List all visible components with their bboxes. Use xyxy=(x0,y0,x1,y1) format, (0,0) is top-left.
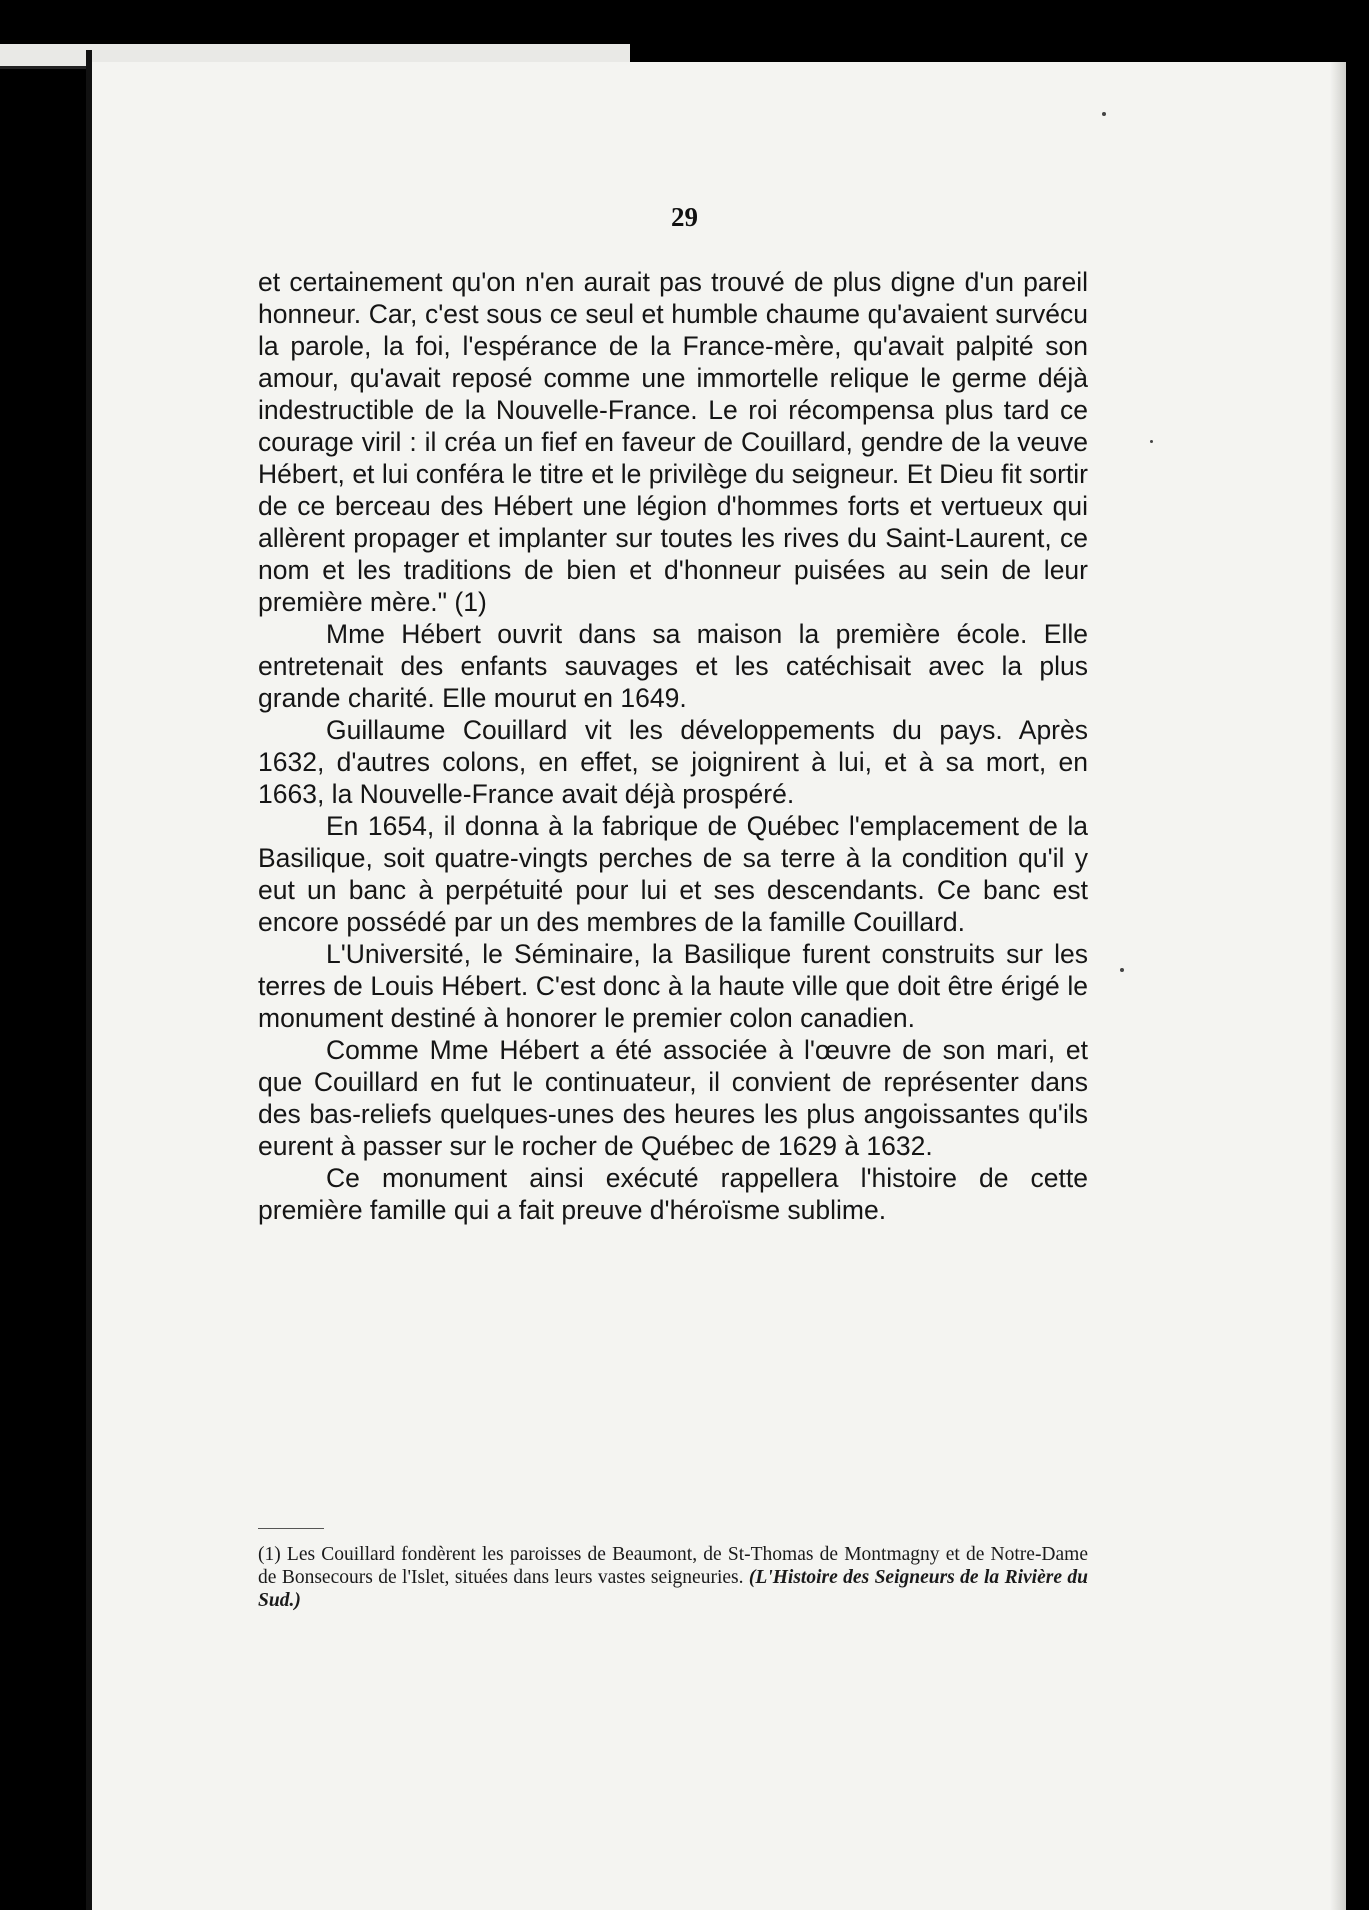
page-number: 29 xyxy=(671,202,698,232)
scan-speck xyxy=(1150,440,1153,443)
paragraph: Guillaume Couillard vit les développements du pays. Après 1632, d'autres colons, en effet, se joignirent à lui, et à sa mort, en 1663, la Nouvelle-France avait déjà prospéré. xyxy=(258,715,1088,809)
paragraph: Mme Hébert ouvrit dans sa maison la première école. Elle entretenait des enfants sauvages et les catéchisait avec la plus grande charité. Elle mourut en 1649. xyxy=(258,619,1088,713)
footnote-divider xyxy=(258,1528,324,1529)
footnote-text: (1) Les Couillard fondèrent les paroisses de Beaumont, de St-Thomas de Montmagny et de Notre-Dame de Bonsecours de l'Islet, situées dans leurs vastes seigneuries. xyxy=(258,1544,1088,1588)
paragraph: Ce monument ainsi exécuté rappellera l'histoire de cette première famille qui a fait preuve d'héroïsme sublime. xyxy=(258,1163,1088,1225)
scan-speck xyxy=(1120,968,1124,972)
footnote xyxy=(258,1543,1088,1612)
paragraph: En 1654, il donna à la fabrique de Québec l'emplacement de la Basilique, soit quatre-vingts perches de sa terre à la condition qu'il y eut un banc à perpétuité pour lui et ses descendants. Ce banc est encore possédé par un des membres de la famille Couillard. xyxy=(258,811,1088,937)
page-edge-shadow xyxy=(1330,62,1346,1910)
book-spine-edge xyxy=(86,50,92,1910)
scan-speck xyxy=(1102,112,1106,116)
paragraph: et certainement qu'on n'en aurait pas trouvé de plus digne d'un pareil honneur. Car, c'est sous ce seul et humble chaume qu'avaient survécu la parole, la foi, l'espérance de la France-mère, qu'avait palpité son amour, qu'avait reposé comme une immortelle relique le germe déjà indestructible de la Nouvelle-France. Le roi récompensa plus tard ce courage viril : il créa un fief en faveur de Couillard, gendre de la veuve Hébert, et lui conféra le titre et le privilège du seigneur. Et Dieu fit sortir de ce berceau des Hébert une légion d'hommes forts et vertueux qui allèrent propager et implanter sur toutes les rives du Saint-Laurent, ce nom et les traditions de bien et d'honneur puisées au sein de leur première mère." (1) xyxy=(258,267,1088,617)
paragraph: L'Université, le Séminaire, la Basilique furent construits sur les terres de Louis Hébert. C'est donc à la haute ville que doit être érigé le monument destiné à honorer le premier colon canadien. xyxy=(258,939,1088,1033)
body-text xyxy=(258,266,1088,1226)
footnote-reference: (L'Histoire des Seigneurs de la Rivière du Sud.) xyxy=(258,1567,1089,1611)
paragraph: Comme Mme Hébert a été associée à l'œuvre de son mari, et que Couillard en fut le continuateur, il convient de représenter dans des bas-reliefs quelques-unes des heures les plus angoissantes qu'ils eurent à passer sur le rocher de Québec de 1629 à 1632. xyxy=(258,1035,1088,1161)
